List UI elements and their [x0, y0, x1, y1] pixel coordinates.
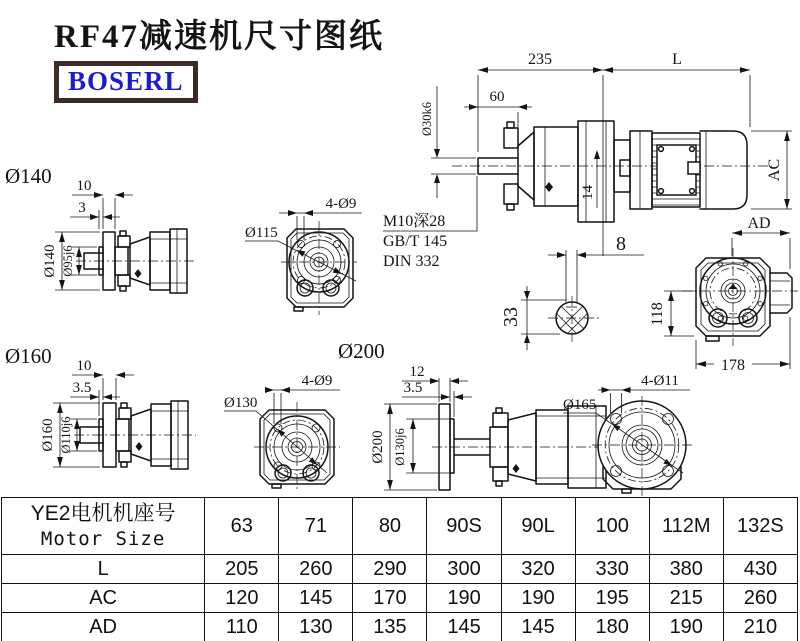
dim-shaft-diameter: Ø30k6 — [420, 101, 434, 137]
dim-60: 60 — [489, 89, 505, 105]
shaft-key-section-view — [500, 233, 644, 350]
flange-130-front-view — [224, 373, 340, 492]
size-90S: 90S — [427, 498, 501, 555]
dim-AD: AD — [747, 215, 771, 232]
AC-value: 215 — [649, 584, 723, 613]
L-value: 430 — [723, 555, 797, 584]
AC-value: 145 — [279, 584, 353, 613]
header-motor-size-cn: YE2电机机座号 — [30, 502, 176, 525]
dim-holes-4x9: 4-Ø9 — [325, 196, 357, 212]
dim-AC: AC — [766, 158, 783, 182]
size-90L: 90L — [501, 498, 575, 555]
dim-spigot-130: Ø130j6 — [393, 428, 407, 466]
flange-140-side-view — [5, 164, 196, 293]
flange-200-label: Ø200 — [338, 339, 385, 363]
header-motor-size-en: Motor Size — [40, 528, 166, 550]
dim-od-160: Ø160 — [40, 418, 56, 452]
dim-3: 3 — [78, 200, 86, 216]
note-gbt: GB/T 145 — [383, 233, 448, 250]
flange-165-front-view — [563, 373, 694, 496]
dim-spigot-110: Ø110j6 — [59, 416, 73, 454]
size-100: 100 — [575, 498, 649, 555]
AC-value: 120 — [205, 584, 279, 613]
rear-flange-view — [649, 248, 798, 374]
AC-value: 190 — [501, 584, 575, 613]
table-row-AC — [2, 584, 798, 613]
dim-12: 12 — [409, 364, 425, 380]
dim-35b: 3.5 — [72, 380, 92, 396]
dim-bc-165: Ø165 — [563, 397, 597, 413]
dim-key-height: 33 — [500, 307, 522, 327]
header-motor-size — [2, 498, 205, 555]
table-row-L — [2, 555, 798, 584]
flange-200-side-view — [338, 339, 628, 490]
row-label-AD: AD — [2, 613, 205, 641]
flange-160-label: Ø160 — [5, 344, 52, 368]
dim-spigot-95: Ø95j6 — [61, 245, 75, 277]
dim-118: 118 — [649, 302, 666, 326]
dim-14: 14 — [580, 185, 596, 200]
row-label-AC: AC — [2, 584, 205, 613]
L-value: 260 — [279, 555, 353, 584]
row-label-L: L — [2, 555, 205, 584]
size-80: 80 — [353, 498, 427, 555]
main-assembly-view — [383, 51, 792, 270]
L-value: 300 — [427, 555, 501, 584]
L-value: 380 — [649, 555, 723, 584]
dim-bc-115: Ø115 — [245, 225, 278, 241]
table-row-AD — [2, 613, 798, 641]
AC-value: 260 — [723, 584, 797, 613]
dim-10: 10 — [76, 178, 92, 194]
dim-235: 235 — [528, 51, 552, 68]
AD-value: 210 — [723, 613, 797, 641]
size-132S: 132S — [723, 498, 797, 555]
L-value: 290 — [353, 555, 427, 584]
dimension-table — [1, 497, 798, 641]
AD-value: 135 — [353, 613, 427, 641]
flange-160-side-view — [5, 344, 196, 469]
dim-178: 178 — [721, 357, 745, 374]
note-din: DIN 332 — [383, 253, 440, 270]
L-value: 320 — [501, 555, 575, 584]
dim-od-140: Ø140 — [42, 244, 58, 278]
AD-value: 110 — [205, 613, 279, 641]
AD-value: 145 — [427, 613, 501, 641]
dim-35c: 3.5 — [403, 380, 423, 396]
AC-value: 170 — [353, 584, 427, 613]
L-value: 205 — [205, 555, 279, 584]
dim-10b: 10 — [76, 358, 92, 374]
size-63: 63 — [205, 498, 279, 555]
brand-logo: BOSERL — [54, 61, 198, 103]
AC-value: 190 — [427, 584, 501, 613]
AD-value: 190 — [649, 613, 723, 641]
flange-140-label: Ø140 — [5, 164, 52, 188]
dim-key-width: 8 — [616, 233, 626, 255]
AD-value: 145 — [501, 613, 575, 641]
dim-od-200: Ø200 — [370, 430, 386, 464]
AD-value: 130 — [279, 613, 353, 641]
flange-115-front-view — [245, 196, 362, 315]
table-header-row — [2, 498, 798, 555]
dim-L: L — [672, 51, 682, 68]
dim-bc-130: Ø130 — [224, 395, 258, 411]
size-71: 71 — [279, 498, 353, 555]
page-title: RF47减速机尺寸图纸 — [54, 19, 384, 55]
note-thread: M10深28 — [383, 213, 446, 230]
AD-value: 180 — [575, 613, 649, 641]
dim-holes-4x9b: 4-Ø9 — [301, 373, 333, 389]
AC-value: 195 — [575, 584, 649, 613]
size-112M: 112M — [649, 498, 723, 555]
L-value: 330 — [575, 555, 649, 584]
dim-holes-4x11: 4-Ø11 — [641, 373, 679, 389]
